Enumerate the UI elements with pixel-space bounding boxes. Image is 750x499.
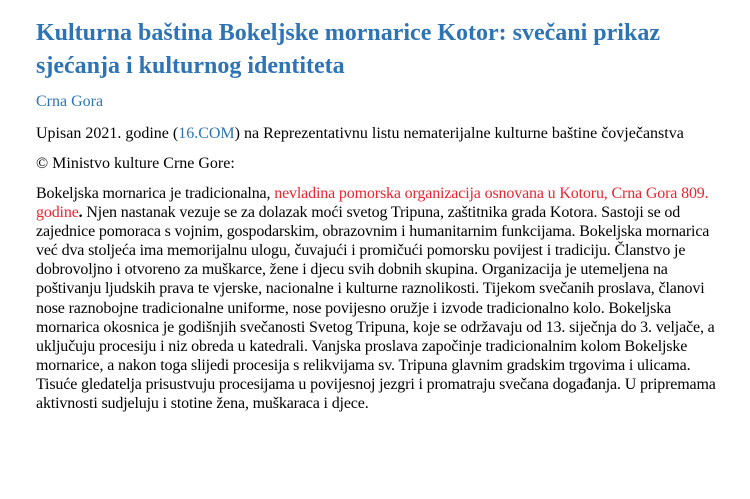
copyright-line: © Ministvo kulture Crne Gore: xyxy=(36,155,235,172)
description-highlight: nevladina pomorska organizacija osnovana u Kotoru, Crna Gora 809. godine xyxy=(36,185,709,222)
description-intro: Bokeljska mornarica je tradicionalna, xyxy=(36,185,275,202)
inscription-line xyxy=(36,124,722,144)
page-title: Kulturna baština Bokeljske mornarice Kotor: svečani prikaz sjećanja i kulturnog identiteta xyxy=(36,20,660,79)
session-link[interactable]: 16.COM xyxy=(178,125,235,142)
inscription-suffix: ) na Reprezentativnu listu nematerijalne kulturne baštine čovječanstva xyxy=(234,125,684,142)
inscription-prefix: Upisan 2021. godine ( xyxy=(36,125,179,142)
description-highlight-period: . xyxy=(78,204,83,222)
description-paragraph xyxy=(36,184,722,413)
country-label: Crna Gora xyxy=(36,93,104,110)
description-rest: Njen nastanak vezuje se za dolazak moći svetog Tripuna, zaštitnika grada Kotora. Sastoji se od zajednice pomoraca s vojnim, gospodarskim, obrazovnim i humanitarnim funkcijama. Bokeljska mornarica već dva stoljeća ima memorijalnu ulogu, čuvajući i promičući pomorsku povijest i tradiciju. Članstvo je dobrovoljno i otvoreno za muškarce, žene i djecu svih dobnih skupina. Organizacija je utemeljena na poštivanju ljudskih prava te vjerske, nacionalne i kulturne raznolikosti. Tijekom svečanih proslava, članovi nose raznobojne tradicionalne uniforme, nose povijesno oružje i izvode tradicionalno kolo. Bokeljska mornarica okosnica je godišnjih svečanosti Svetog Tripuna, koje se održavaju od 13. siječnja do 3. veljače, a uključuju procesiju i niz obreda u katedrali. Vanjska proslava započinje tradicionalnim kolom Bokeljske mornarice, a nakon toga slijedi procesija s relikvijama sv. Tripuna glavnim gradskim trgovima i ulicama. Tisuće gledatelja prisustvuju procesijama u povijesnoj jezgri i promatraju svečana događanja. U pripremama aktivnosti sudjeluju i stotine žena, muškaraca i djece. xyxy=(36,204,716,413)
